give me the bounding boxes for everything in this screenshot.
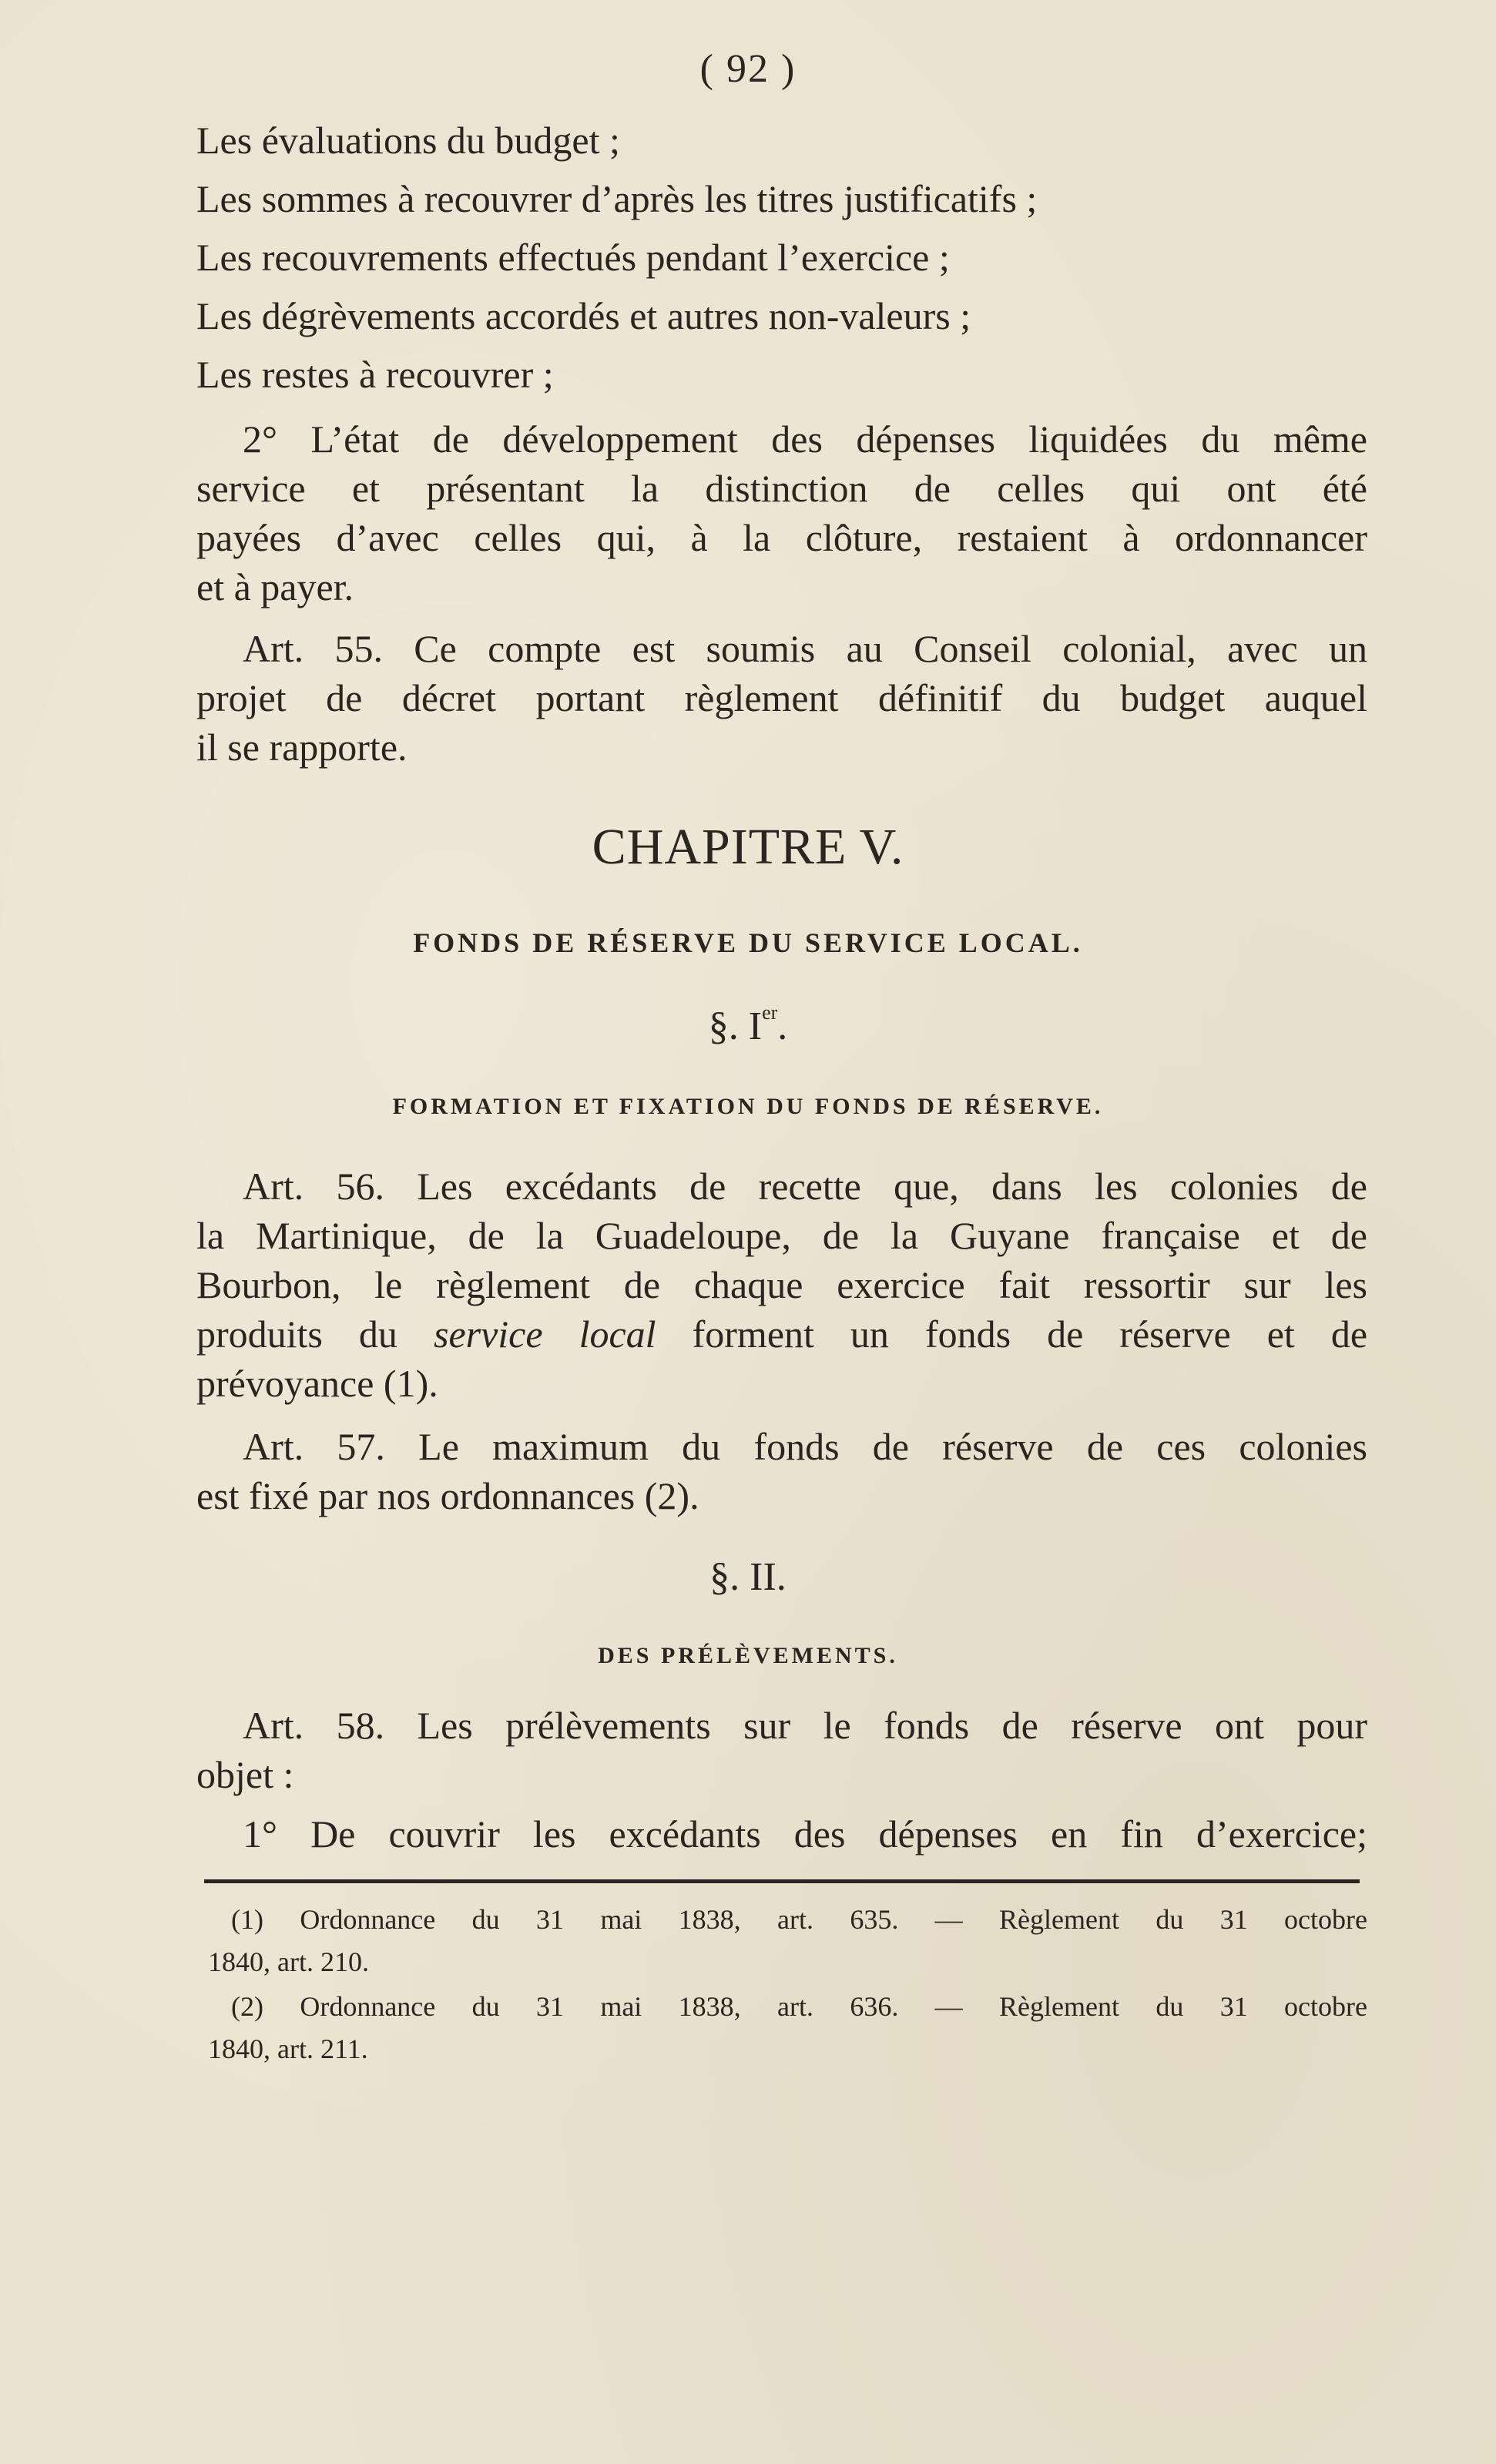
article-56-line: produits du service local forment un fonds de réserve et de [196,1312,1368,1356]
footnote-rule [204,1879,1360,1883]
article-56-line: Bourbon, le règlement de chaque exercice fait ressortir sur les [196,1263,1367,1306]
section-2-symbol: §. II. [709,1555,787,1599]
section-2-heading: DES PRÉLÈVEMENTS. [598,1643,898,1668]
section-1-heading: FORMATION ET FIXATION DU FONDS DE RÉSERVE. [392,1094,1104,1119]
article-55-line: Art. 55. Ce compte est soumis au Conseil colonial, avec un [243,627,1367,670]
chapter-title: CHAPITRE V. [592,819,904,875]
footnote-1-line: 1840, art. 210. [208,1946,369,1977]
list-item: Les évaluations du budget ; [196,119,620,162]
article-58-line: 1° De couvrir les excédants des dépenses en fin d’exercice; [243,1812,1367,1856]
paragraph-line: service et présentant la distinction de celles qui ont été [196,467,1367,510]
page-number: ( 92 ) [699,47,797,91]
paragraph-line: payées d’avec celles qui, à la clôture, restaient à ordonnancer [196,516,1367,559]
list-item: Les restes à recouvrer ; [196,353,554,396]
footnote-1-line: (1) Ordonnance du 31 mai 1838, art. 635. — Règlement du 31 octobre [231,1904,1367,1935]
article-58-line: Art. 58. Les prélèvements sur le fonds de réserve ont pour [243,1704,1367,1747]
article-56-line: prévoyance (1). [196,1362,438,1405]
article-56-line: la Martinique, de la Guadeloupe, de la Guyane française et de [196,1214,1367,1257]
article-57-line: Art. 57. Le maximum du fonds de réserve de ces colonies [243,1425,1367,1468]
footnote-2-line: 1840, art. 211. [208,2033,368,2064]
article-58-line: objet : [196,1753,294,1796]
paragraph-line: et à payer. [196,565,354,608]
footnote-1 [208,1899,1367,1983]
list-item: Les recouvrements effectués pendant l’exercice ; [196,236,950,279]
article-55-line: il se rapporte. [196,726,408,769]
footnote-2 [208,1986,1367,2070]
paragraph-line: 2° L’état de développement des dépenses liquidées du même [243,417,1367,461]
list-item: Les dégrèvements accordés et autres non-valeurs ; [196,294,971,337]
section-1-symbol: §. Ier. [708,1001,788,1048]
footnote-2-line: (2) Ordonnance du 31 mai 1838, art. 636. — Règlement du 31 octobre [231,1991,1367,2022]
list-item: Les sommes à recouvrer d’après les titres justificatifs ; [196,177,1038,220]
article-55-line: projet de décret portant règlement définitif du budget auquel [196,676,1367,719]
chapter-subtitle: FONDS DE RÉSERVE DU SERVICE LOCAL. [413,927,1083,958]
article-57-line: est fixé par nos ordonnances (2). [196,1474,699,1517]
article-56-line: Art. 56. Les excédants de recette que, dans les colonies de [243,1165,1367,1208]
